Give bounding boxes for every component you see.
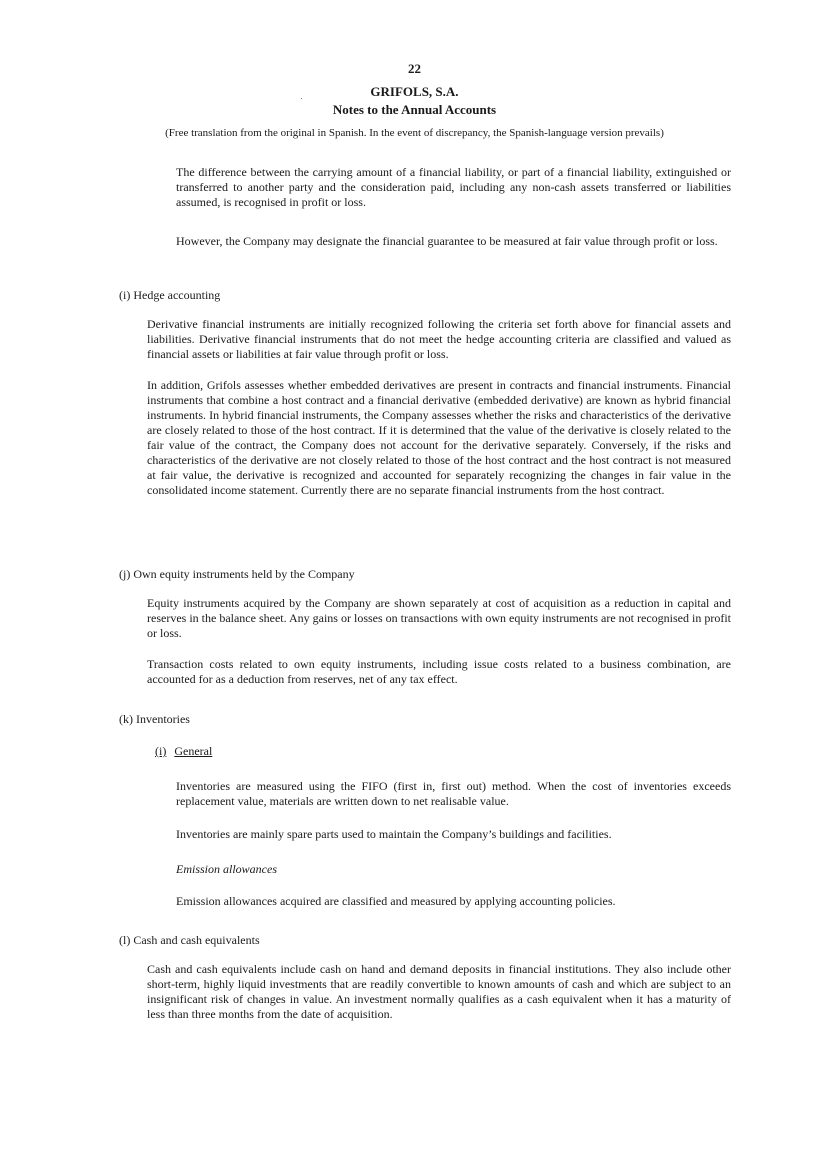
document-title: Notes to the Annual Accounts	[332, 102, 497, 117]
emission-allowances-heading: Emission allowances	[176, 862, 277, 876]
hedge-paragraph-2: In addition, Grifols assesses whether embedded derivatives are present in contracts and financial instruments. Financial instruments that combine a host contract and a financial derivative (embedded derivative) are known as hybrid financial instruments. In hybrid financial instruments, the Company assesses whether the risks and characteristics of the derivative are closely related to those of the host contract. If it is determined that the value of the derivative is closely related to the fair value of the contract, the Company does not account for the derivative separately. Conversely, if the risks and characteristics of the derivative are not closely related to those of the host contract and the host contract is not measured at fair value, the derivative is recognized and accounted for separately recognizing the changes in fair value in the consolidated income statement. Currently there are no separate financial instruments from the host contract.	[147, 378, 731, 497]
intro-paragraph-1: The difference between the carrying amount of a financial liability, or part of a financial liability, extinguished or transferred to another party and the consideration paid, including any non-cash assets transferred or liabilities assumed, is recognised in profit or loss.	[176, 165, 731, 209]
cash-paragraph-1: Cash and cash equivalents include cash on hand and demand deposits in financial institutions. They also include other short-term, highly liquid investments that are readily convertible to known amounts of cash and which are subject to an insignificant risk of changes in value. An investment normally qualifies as a cash equivalent when it has a maturity of less than three months from the date of acquisition.	[147, 962, 731, 1021]
intro-paragraph-2: However, the Company may designate the financial guarantee to be measured at fair value through profit or loss.	[176, 234, 718, 248]
section-heading-cash: (l) Cash and cash equivalents	[119, 933, 260, 947]
equity-paragraph-1: Equity instruments acquired by the Company are shown separately at cost of acquisition as a reduction in capital and reserves in the balance sheet. Any gains or losses on transactions with own equity instruments are not recognised in profit or loss.	[147, 596, 731, 640]
hedge-paragraph-1: Derivative financial instruments are initially recognized following the criteria set forth above for financial assets and liabilities. Derivative financial instruments that do not meet the hedge accounting criteria are classified and valued as financial assets or liabilities at fair value through profit or loss.	[147, 317, 731, 361]
subsection-number: (i)	[155, 744, 167, 758]
translation-note: (Free translation from the original in Spanish. In the event of discrepancy, the Spanish-language version prevails)	[165, 127, 664, 139]
company-name: GRIFOLS, S.A.	[370, 84, 459, 99]
inventories-paragraph-3: Emission allowances acquired are classified and measured by applying accounting policies.	[176, 894, 616, 908]
section-heading-own-equity: (j) Own equity instruments held by the Company	[119, 567, 355, 581]
inventories-paragraph-1: Inventories are measured using the FIFO (first in, first out) method. When the cost of inventories exceeds replacement value, materials are written down to net realisable value.	[176, 779, 731, 808]
subsection-title: General	[174, 744, 213, 758]
inventories-paragraph-2: Inventories are mainly spare parts used to maintain the Company’s buildings and facilities.	[176, 827, 612, 841]
equity-paragraph-2: Transaction costs related to own equity instruments, including issue costs related to a business combination, are accounted for as a deduction from reserves, net of any tax effect.	[147, 657, 731, 686]
subsection-heading-general	[155, 744, 212, 759]
section-heading-hedge-accounting: (i) Hedge accounting	[119, 288, 221, 302]
page-number: 22	[408, 61, 421, 76]
section-heading-inventories: (k) Inventories	[119, 712, 190, 726]
